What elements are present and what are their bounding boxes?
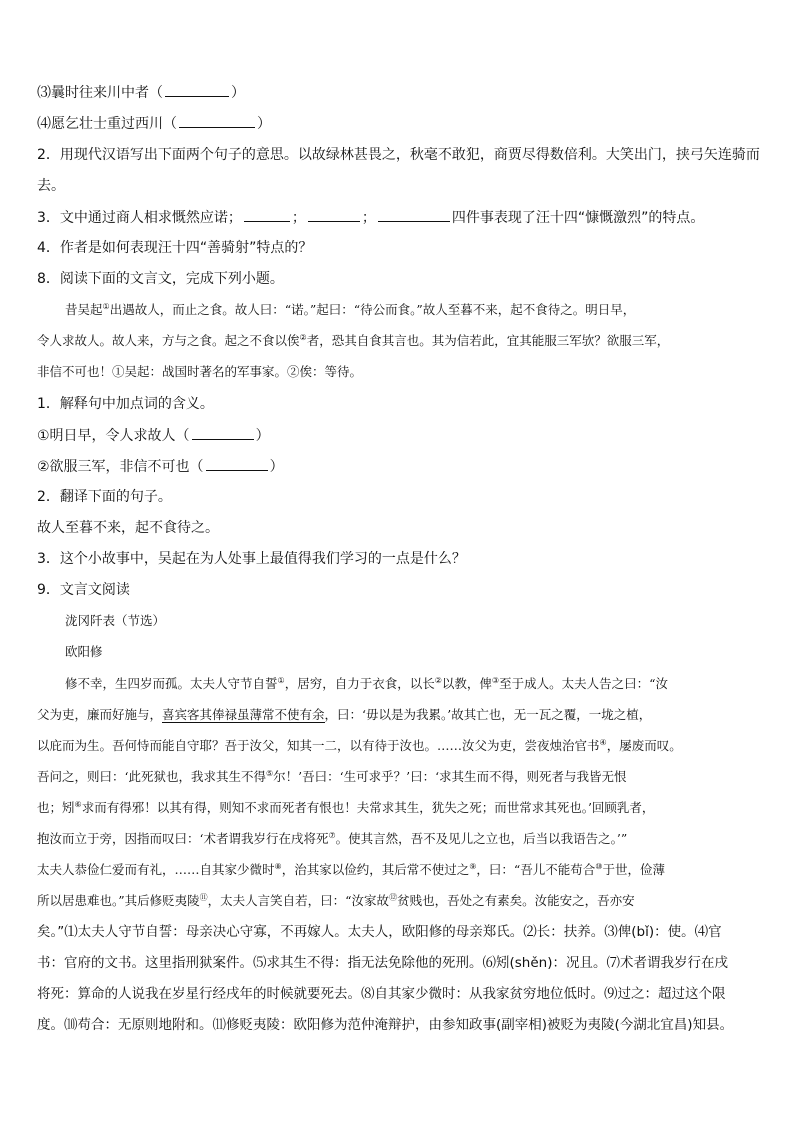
footnote-line: 书：官府的文书。这里指刑狱案件。⑸求其生不得：指无法免除他的死刑。⑹矧(shěn)：况且。⑺术者谓我岁行在戌 (37, 955, 728, 971)
answer-blank[interactable] (244, 208, 290, 222)
answer-blank[interactable] (179, 114, 255, 128)
question-line: ⑶曩时往来川中者（ ） (37, 85, 245, 101)
passage-line: 抱汝而立于旁，因指而叹曰：‘术者谓我岁行在戌将死⑦。使其言然，吾不及见儿之立也，后当以我语告之。’” (37, 830, 628, 846)
passage-title: 泷冈阡表（节选） (65, 613, 166, 628)
question-line: 去。 (37, 178, 65, 194)
passage-line: 昔吴起①出遇故人，而止之食。故人曰：“诺。”起曰：“待公而食。”故人至暮不来，起不食待之。明日早， (65, 301, 636, 317)
question-line: ①明日早，令人求故人（ ） (37, 428, 270, 444)
passage-line: 也；矧⑥求而有得邪！以其有得，则知不求而死者有恨也！夫常求其生，犹失之死；而世常求其死也。’回顾乳者， (37, 799, 655, 815)
underlined-sentence: 喜宾客其俸禄虽薄常不使有余 (162, 707, 325, 722)
passage-line: 吾问之，则曰：‘此死狱也，我求其生不得⑤尔！’吾曰：‘生可求乎？’曰：‘求其生而不得，则死者与我皆无恨 (37, 768, 627, 784)
passage-line: 修不幸，生四岁而孤。太夫人守节自誓①，居穷，自力于衣食，以长②以教，俾③至于成人。太夫人告之曰：“汝 (65, 675, 668, 691)
question-line: 3．这个小故事中，吴起在为人处事上最值得我们学习的一点是什么？ (37, 551, 466, 567)
answer-blank[interactable] (206, 457, 268, 471)
question-line: 故人至暮不来，起不食待之。 (37, 520, 219, 536)
answer-blank[interactable] (165, 83, 229, 97)
footnote-line: 矣。”⑴太夫人守节自誓：母亲决心守寡，不再嫁人。太夫人，欧阳修的母亲郑氏。⑵长：扶养。⑶俾(bǐ)：使。⑷官 (37, 924, 722, 940)
section-heading: 8．阅读下面的文言文，完成下列小题。 (37, 271, 284, 287)
passage-line: 非信不可也！①吴起：战国时著名的军事家。②俟：等待。 (37, 364, 363, 379)
passage-author: 欧阳修 (65, 644, 103, 659)
question-line: 3．文中通过商人相求慨然应诺； ； ； 四件事表现了汪十四“慷慨激烈”的特点。 (37, 210, 705, 226)
passage-line: 太夫人恭俭仁爱而有礼，……自其家少微时⑧，治其家以俭约，其后常不使过之⑨，曰：“吾儿不能苟合⑩于世，俭薄 (37, 861, 665, 877)
passage-line: 以庇而为生。吾何恃而能自守耶？吾于汝父，知其一二，以有待于汝也。……汝父为吏，尝夜烛治官书④，屡废而叹。 (37, 737, 682, 753)
answer-blank[interactable] (308, 208, 360, 222)
passage-line: 父为吏，廉而好施与，喜宾客其俸禄虽薄常不使有余，曰：‘毋以是为我累。’故其亡也，无一瓦之覆，一垅之植， (37, 707, 652, 722)
passage-line: 令人求故人。故人来，方与之食。起之不食以俟②者，恐其自食其言也。其为信若此，宜其能服三军欤？欲服三军， (37, 332, 670, 348)
question-line: ⑷愿乞壮士重过西川（ ） (37, 116, 271, 132)
question-line: 1．解释句中加点词的含义。 (37, 396, 214, 412)
question-line: 2．翻译下面的句子。 (37, 489, 172, 505)
section-heading: 9．文言文阅读 (37, 582, 130, 598)
answer-blank[interactable] (378, 208, 450, 222)
question-line: 2．用现代汉语写出下面两个句子的意思。以故绿林甚畏之，秋毫不敢犯，商贾尽得数倍利。大笑出门，挟弓矢连骑而 (37, 147, 760, 163)
question-line: ②欲服三军，非信不可也（ ） (37, 459, 284, 475)
passage-line: 所以居患难也。”其后修贬夷陵⑪，太夫人言笑自若，曰：“汝家故⑫贫贱也，吾处之有素矣。汝能安之，吾亦安 (37, 892, 635, 908)
question-line: 4．作者是如何表现汪十四“善骑射”特点的？ (37, 240, 313, 256)
answer-blank[interactable] (192, 426, 254, 440)
footnote-line: 度。⑽苟合：无原则地附和。⑾修贬夷陵：欧阳修为范仲淹辩护，由参知政事(副宰相)被贬为夷陵(今湖北宜昌)知县。 (37, 1017, 734, 1033)
footnote-line: 将死：算命的人说我在岁星行经戌年的时候就要死去。⑻自其家少微时：从我家贫穷地位低时。⑼过之：超过这个限 (37, 986, 726, 1002)
